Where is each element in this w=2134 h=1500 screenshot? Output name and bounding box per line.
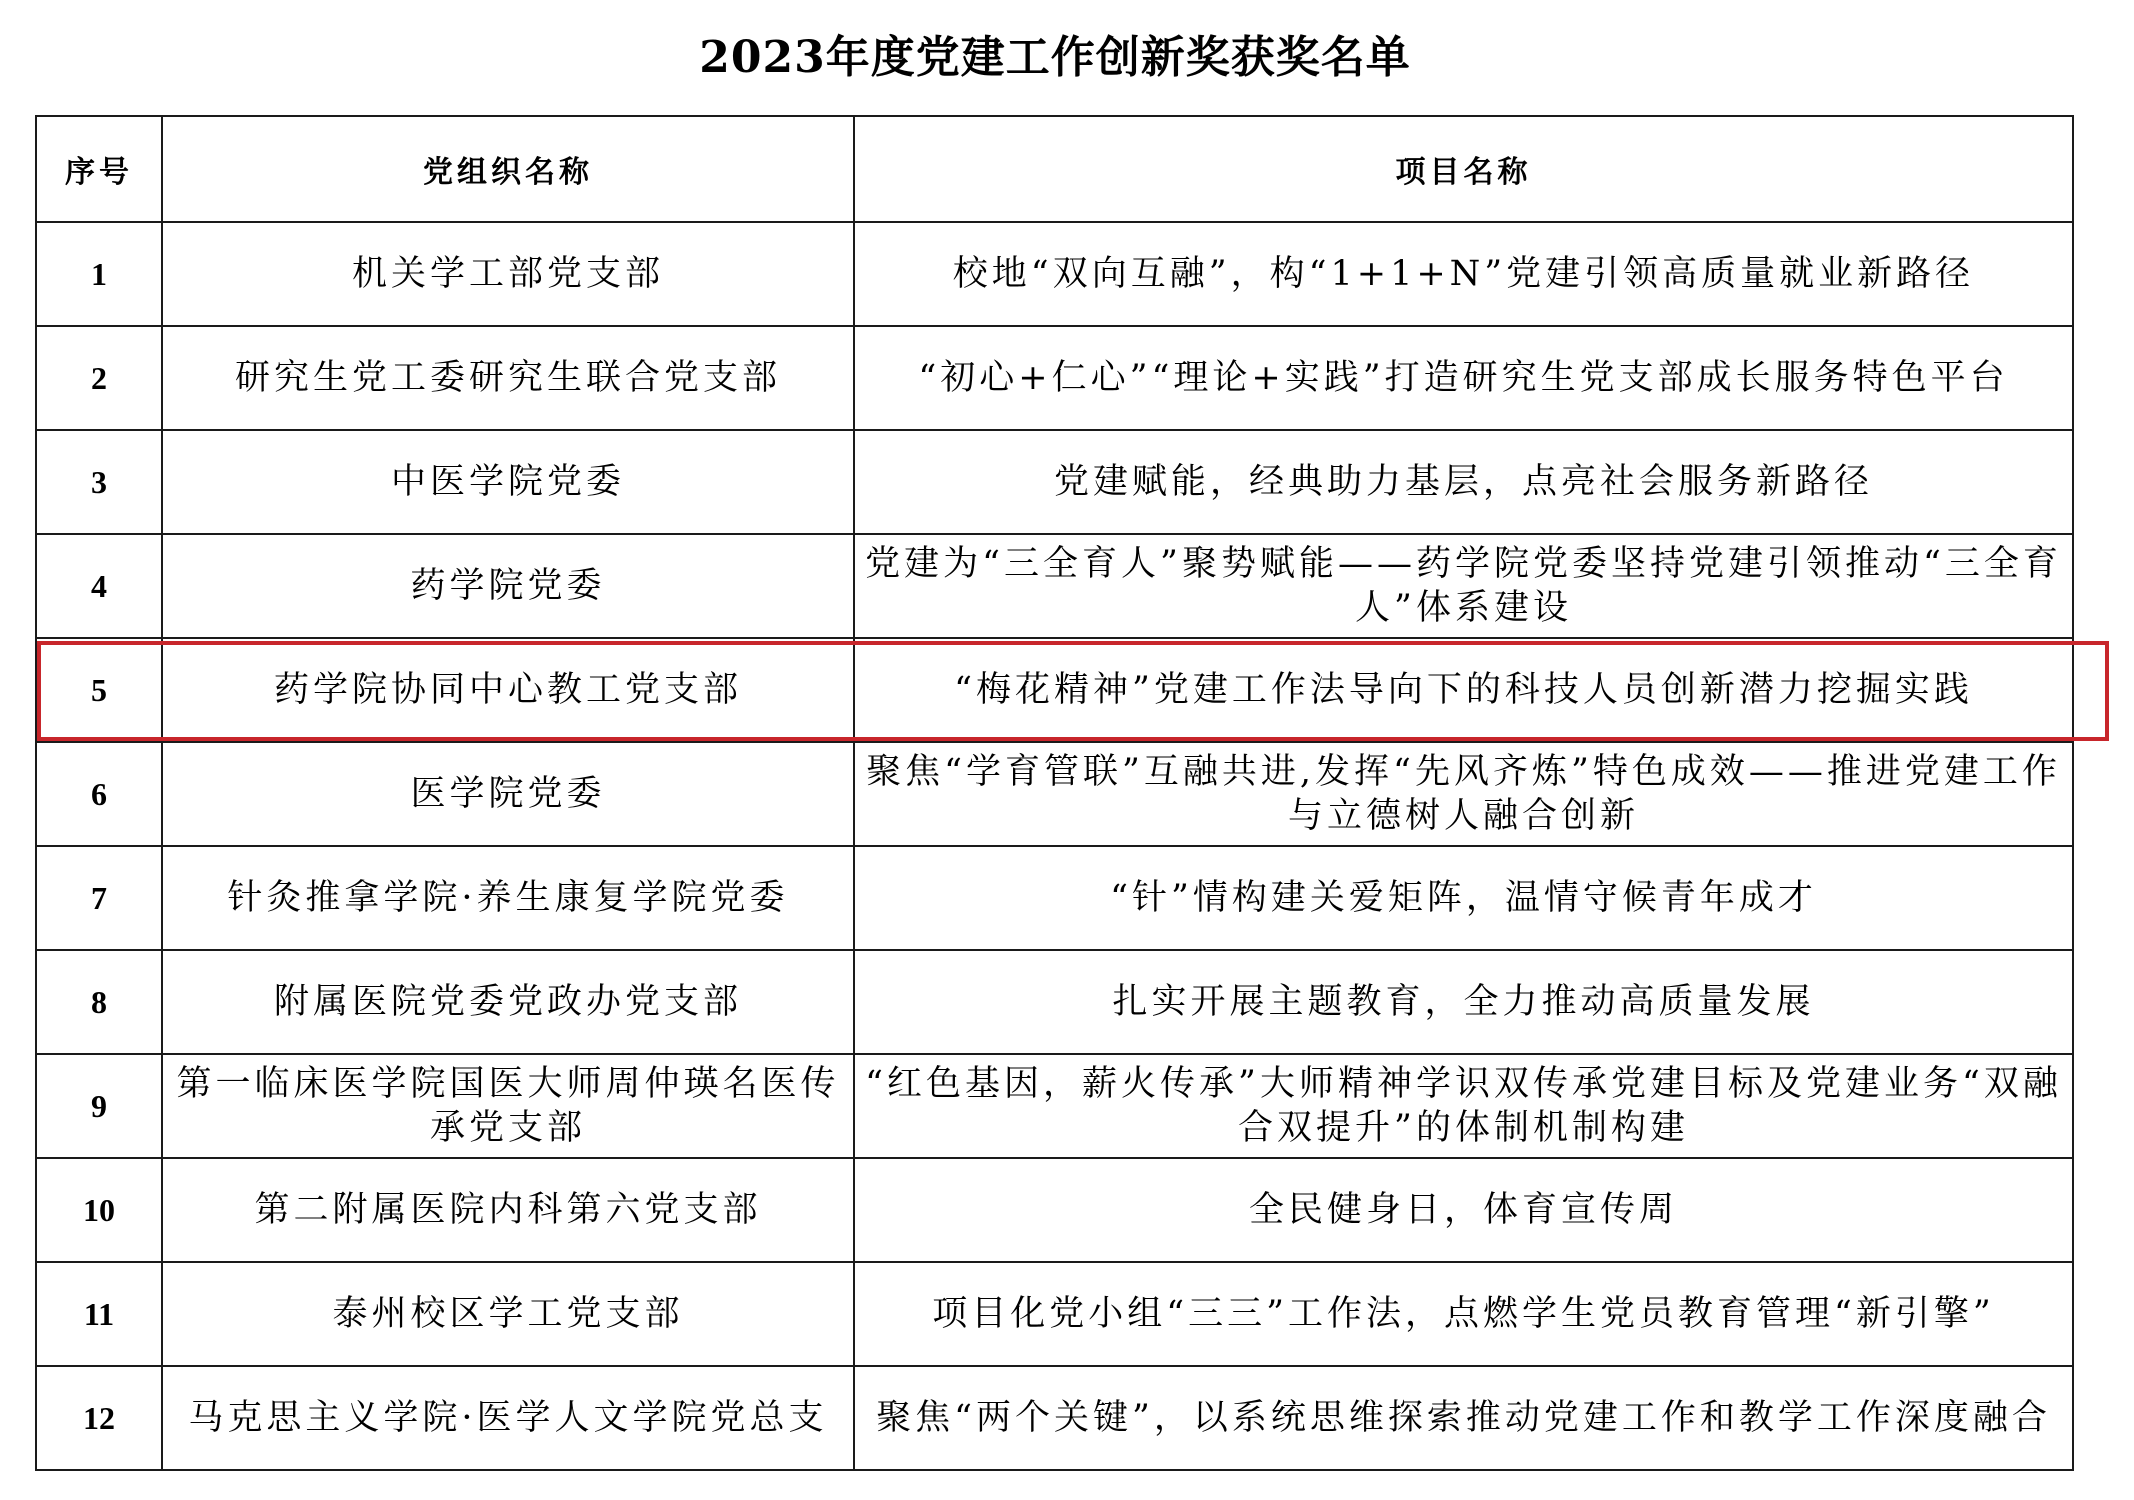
header-org: 党组织名称	[162, 116, 854, 222]
project-name: 聚焦“学育管联”互融共进,发挥“先风齐炼”特色成效——推进党建工作与立德树人融合创新	[854, 742, 2073, 846]
organization-name: 医学院党委	[162, 742, 854, 846]
project-name: 扎实开展主题教育，全力推动高质量发展	[854, 950, 2073, 1054]
project-name: “初心+仁心”“理论+实践”打造研究生党支部成长服务特色平台	[854, 326, 2073, 430]
row-number: 4	[36, 534, 162, 638]
row-number: 2	[36, 326, 162, 430]
organization-name: 第一临床医学院国医大师周仲瑛名医传承党支部	[162, 1054, 854, 1158]
table-row	[36, 1262, 2073, 1366]
page-title: 2023年度党建工作创新奖获奖名单	[699, 32, 1411, 83]
organization-name: 研究生党工委研究生联合党支部	[162, 326, 854, 430]
organization-name: 药学院协同中心教工党支部	[162, 638, 854, 742]
table-row	[36, 222, 2073, 326]
row-number: 6	[36, 742, 162, 846]
table-row	[36, 742, 2073, 846]
row-number: 9	[36, 1054, 162, 1158]
project-name: 全民健身日，体育宣传周	[854, 1158, 2073, 1262]
row-number: 3	[36, 430, 162, 534]
row-number: 7	[36, 846, 162, 950]
table-row	[36, 534, 2073, 638]
organization-name: 马克思主义学院·医学人文学院党总支	[162, 1366, 854, 1470]
header-no: 序号	[36, 116, 162, 222]
table-header-row	[36, 116, 2073, 222]
row-number: 5	[36, 638, 162, 742]
table-row	[36, 846, 2073, 950]
organization-name: 附属医院党委党政办党支部	[162, 950, 854, 1054]
table-row	[36, 430, 2073, 534]
award-list-table	[35, 115, 2074, 1471]
table-row	[36, 1158, 2073, 1262]
table-row-highlighted	[36, 638, 2073, 742]
project-name: 党建为“三全育人”聚势赋能——药学院党委坚持党建引领推动“三全育人”体系建设	[854, 534, 2073, 638]
row-number: 8	[36, 950, 162, 1054]
table-row	[36, 1054, 2073, 1158]
organization-name: 泰州校区学工党支部	[162, 1262, 854, 1366]
organization-name: 针灸推拿学院·养生康复学院党委	[162, 846, 854, 950]
organization-name: 中医学院党委	[162, 430, 854, 534]
project-name: “红色基因，薪火传承”大师精神学识双传承党建目标及党建业务“双融合双提升”的体制机制构建	[854, 1054, 2073, 1158]
project-name: 党建赋能，经典助力基层，点亮社会服务新路径	[854, 430, 2073, 534]
header-project: 项目名称	[854, 116, 2073, 222]
project-name: 项目化党小组“三三”工作法，点燃学生党员教育管理“新引擎”	[854, 1262, 2073, 1366]
project-name: 聚焦“两个关键”，以系统思维探索推动党建工作和教学工作深度融合	[854, 1366, 2073, 1470]
row-number: 12	[36, 1366, 162, 1470]
organization-name: 药学院党委	[162, 534, 854, 638]
project-name: “针”情构建关爱矩阵，温情守候青年成才	[854, 846, 2073, 950]
row-number: 1	[36, 222, 162, 326]
project-name: “梅花精神”党建工作法导向下的科技人员创新潜力挖掘实践	[854, 638, 2073, 742]
table-row	[36, 326, 2073, 430]
organization-name: 机关学工部党支部	[162, 222, 854, 326]
table-row	[36, 1366, 2073, 1470]
project-name: 校地“双向互融”，构“1+1+N”党建引领高质量就业新路径	[854, 222, 2073, 326]
row-number: 11	[36, 1262, 162, 1366]
organization-name: 第二附属医院内科第六党支部	[162, 1158, 854, 1262]
row-number: 10	[36, 1158, 162, 1262]
table-row	[36, 950, 2073, 1054]
